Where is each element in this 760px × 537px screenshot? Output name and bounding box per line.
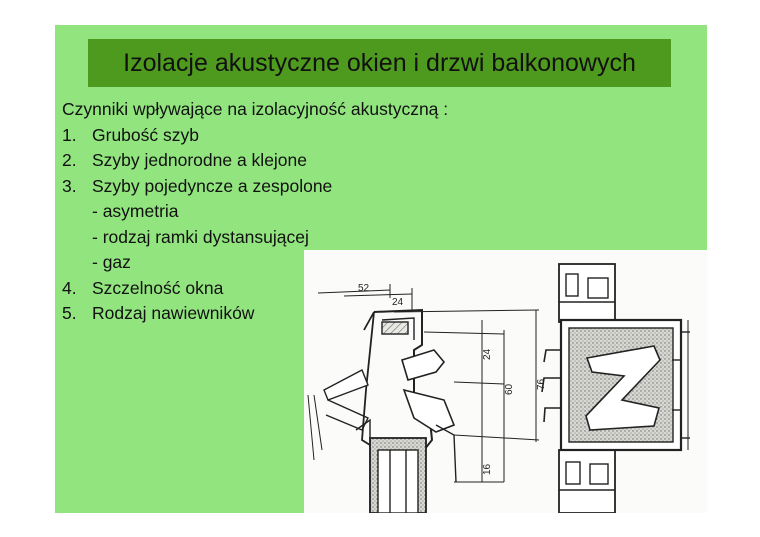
window-profile-section: [308, 284, 539, 513]
intro-line: [62, 97, 522, 123]
frame-section: [542, 264, 690, 513]
dimension-16: 16: [482, 463, 493, 475]
dimension-60: 60: [504, 383, 515, 395]
list-item-text: Grubość szyb: [92, 124, 199, 145]
sub-item-text: - asymetria: [92, 201, 179, 221]
list-item-text: Szyby pojedyncze a zespolone: [92, 175, 333, 196]
sub-item: [62, 225, 522, 251]
sub-item: [62, 199, 522, 225]
list-item-text: Szczelność okna: [92, 277, 224, 298]
dimension-24-side: 24: [482, 348, 493, 360]
list-item-number: 1.: [62, 124, 77, 145]
dimension-24-top: 24: [392, 297, 404, 308]
dimension-76: 76: [536, 378, 547, 390]
list-item-text: Rodzaj nawiewników: [92, 303, 255, 323]
list-item: [62, 174, 522, 200]
slide-title: Izolacje akustyczne okien i drzwi balkonowych: [123, 48, 636, 77]
sub-item-text: - rodzaj ramki dystansującej: [92, 226, 309, 247]
list-item-number: 5.: [62, 303, 77, 323]
list-item-number: 3.: [62, 175, 77, 196]
slide: [55, 25, 707, 513]
list-item-number: 4.: [62, 277, 77, 298]
sub-item-text: - gaz: [92, 252, 131, 272]
list-item: [62, 148, 522, 174]
list-item: [62, 123, 522, 149]
dimension-52: 52: [358, 283, 370, 294]
window-section-drawing: [304, 250, 707, 513]
list-item-text: Szyby jednorodne a klejone: [92, 150, 308, 170]
list-item-number: 2.: [62, 150, 77, 170]
intro-text: Czynniki wpływające na izolacyjność akustyczną :: [62, 99, 449, 119]
title-banner: [88, 39, 671, 87]
technical-drawing-svg: [304, 250, 707, 513]
